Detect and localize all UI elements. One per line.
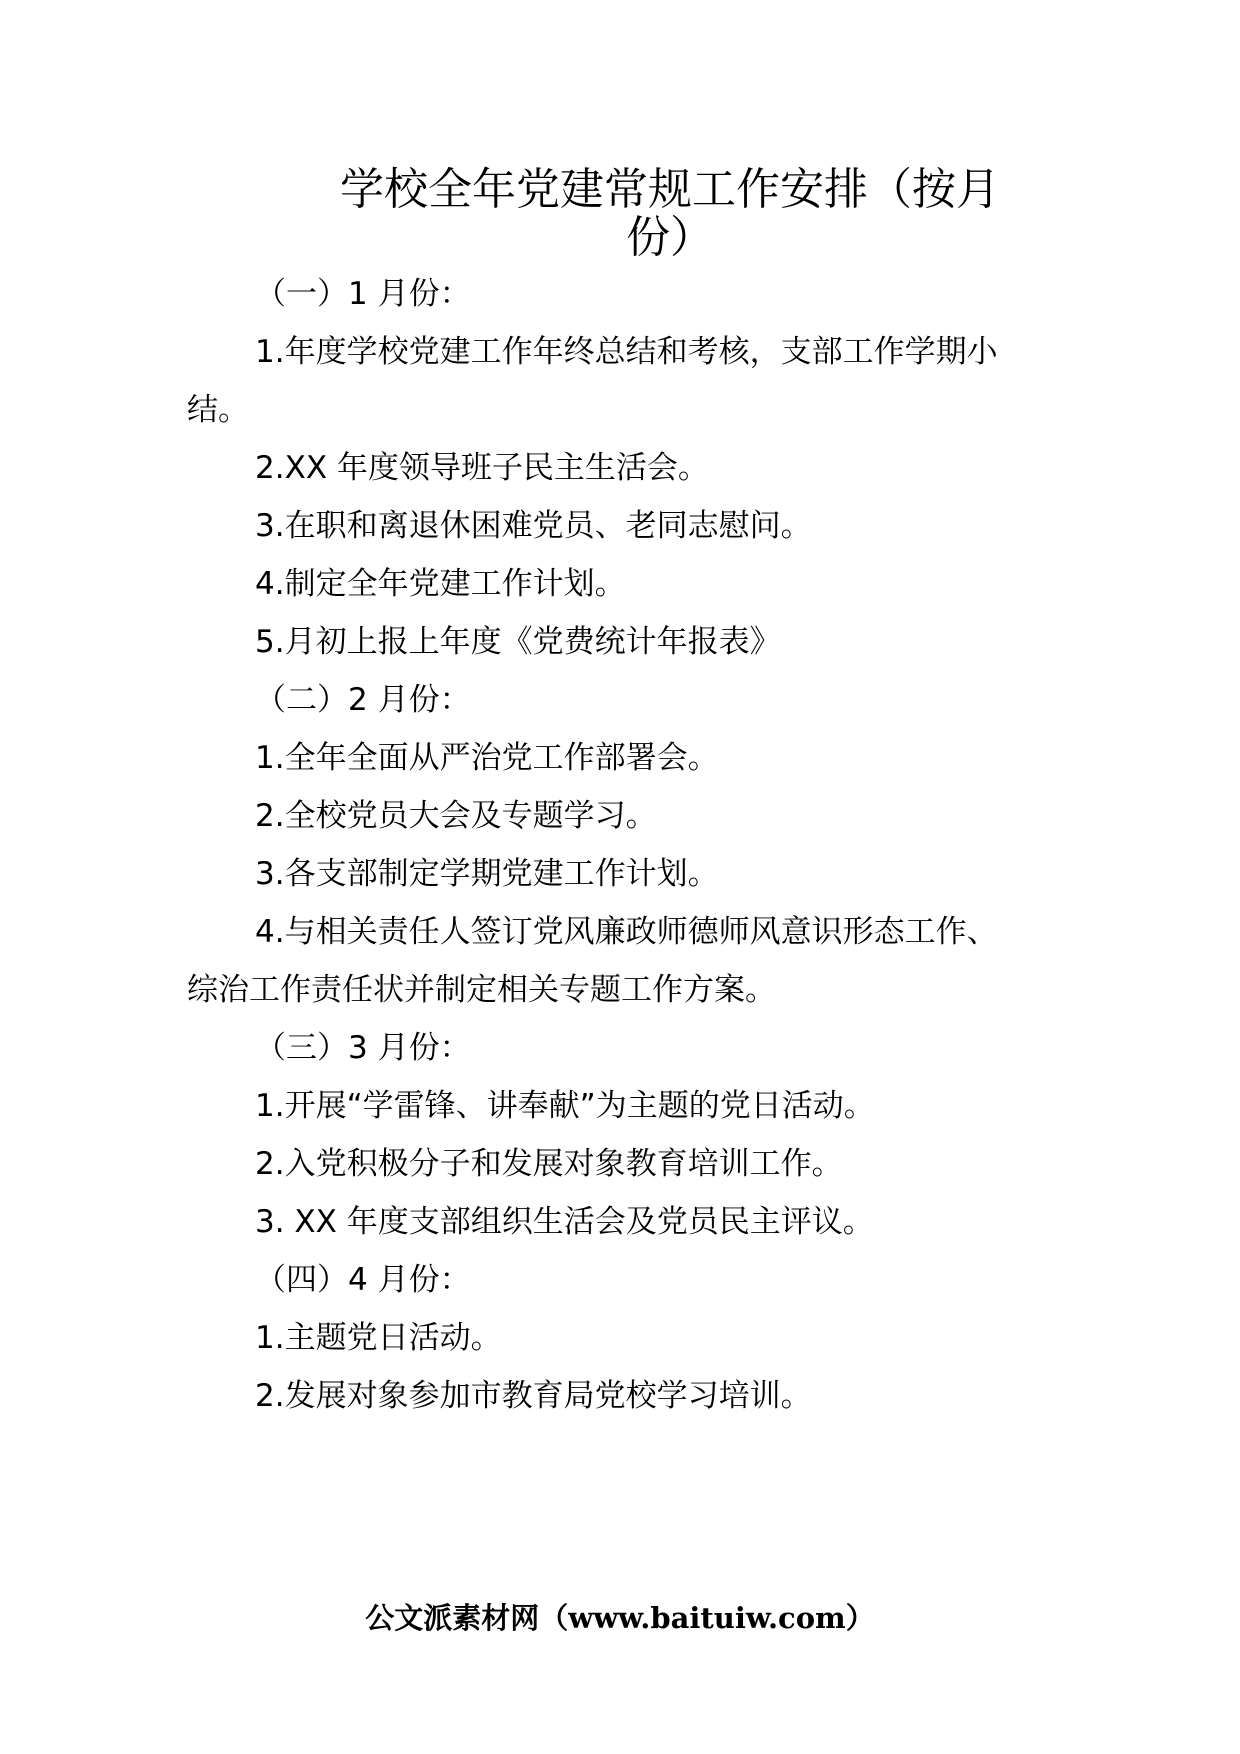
list-item: 3.各支部制定学期党建工作计划。 [255,856,719,892]
list-item: 2.XX 年度领导班子民主生活会。 [255,450,709,486]
list-item: 3. XX 年度支部组织生活会及党员民主评议。 [255,1204,874,1240]
list-item: 4.与相关责任人签订党风廉政师德师风意识形态工作、 [255,914,998,950]
section-heading-february: （二）2 月份： [255,682,471,718]
list-item: 1.年度学校党建工作年终总结和考核，支部工作学期小 [255,334,998,370]
list-item-continuation: 结。 [187,392,249,428]
section-heading-january: （一）1 月份： [255,276,471,312]
list-item: 5.月初上报上年度《党费统计年报表》 [255,624,781,660]
list-item: 3.在职和离退休困难党员、老同志慰问。 [255,508,812,544]
document-title-line2: 份） [626,212,714,263]
list-item: 1.主题党日活动。 [255,1320,502,1356]
footer-watermark: 公文派素材网（www.baituiw.com） [365,1601,875,1635]
list-item: 4.制定全年党建工作计划。 [255,566,626,602]
list-item-continuation: 综治工作责任状并制定相关专题工作方案。 [187,972,776,1008]
list-item: 2.入党积极分子和发展对象教育培训工作。 [255,1146,843,1182]
document-title-line1: 学校全年党建常规工作安排（按月 [340,164,1000,215]
list-item: 1.全年全面从严治党工作部署会。 [255,740,719,776]
list-item: 2.发展对象参加市教育局党校学习培训。 [255,1378,812,1414]
section-heading-march: （三）3 月份： [255,1030,471,1066]
list-item: 1.开展“学雷锋、讲奉献”为主题的党日活动。 [255,1088,875,1124]
section-heading-april: （四）4 月份： [255,1262,471,1298]
list-item: 2.全校党员大会及专题学习。 [255,798,657,834]
